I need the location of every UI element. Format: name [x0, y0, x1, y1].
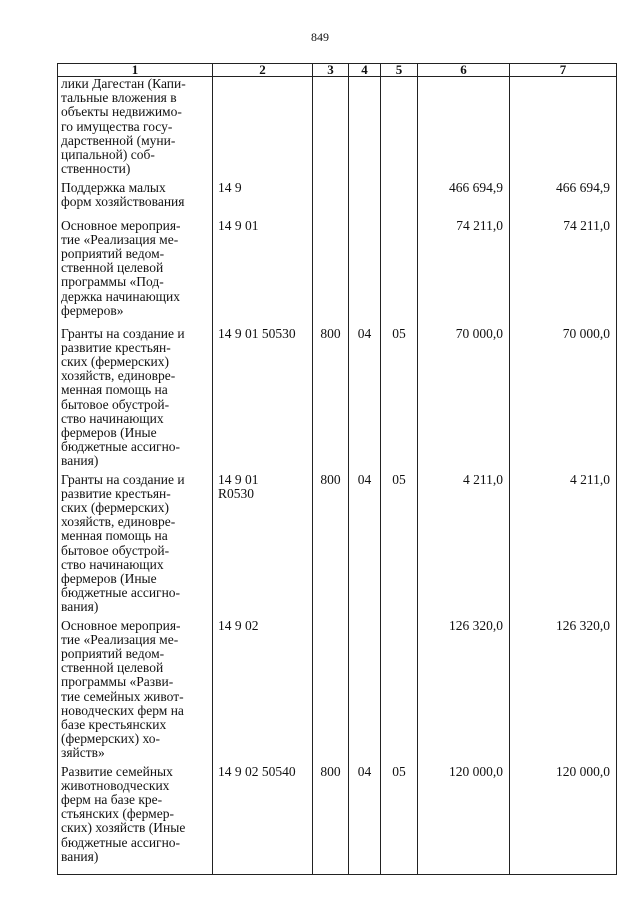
subsection: 05 [392, 763, 406, 779]
expense-type-cell [313, 77, 349, 181]
item-name: Поддержка малых форм хозяйствования [61, 179, 185, 209]
subsection-cell [381, 619, 418, 765]
target-code-cell [213, 77, 313, 181]
expense-type-cell [313, 181, 349, 219]
amount-col-6: 120 000,0 [449, 763, 503, 779]
amount-col-6-cell [418, 619, 510, 765]
target-code: 14 9 01 50530 [218, 325, 296, 341]
target-code-cell [213, 219, 313, 327]
subsection-cell [381, 219, 418, 327]
section-cell [349, 181, 381, 219]
table-row [58, 765, 617, 875]
amount-col-7-cell [510, 181, 617, 219]
target-code: 14 9 [218, 179, 242, 195]
target-code-cell [213, 327, 313, 473]
target-code-cell [213, 473, 313, 619]
expense-type-cell [313, 765, 349, 875]
table-row [58, 219, 617, 327]
section-cell [349, 327, 381, 473]
column-header-6: 6 [418, 64, 510, 77]
amount-col-7-cell [510, 327, 617, 473]
item-name: Основное мероприя- тие «Реализация ме- роприятий ведом- ственной целевой программы «Разви- тие семейных живот- новодческих ферм на базе крестьянских (фермерских) хо- зяйств» [61, 617, 184, 761]
item-name: Развитие семейных животноводческих ферм на базе кре- стьянских (фермер- ских) хозяйств (Иные бюджетные ассигно- вания) [61, 763, 186, 864]
subsection-cell [381, 181, 418, 219]
amount-col-7: 120 000,0 [556, 763, 610, 779]
table-row [58, 619, 617, 765]
amount-col-6-cell [418, 77, 510, 181]
item-name-cell [58, 473, 213, 619]
amount-col-7: 74 211,0 [563, 217, 610, 233]
amount-col-6-cell [418, 765, 510, 875]
target-code-cell [213, 181, 313, 219]
amount-col-6: 4 211,0 [463, 471, 503, 487]
budget-table [57, 63, 617, 875]
section-cell [349, 765, 381, 875]
expense-type-cell [313, 327, 349, 473]
column-header-1: 1 [58, 64, 213, 77]
column-header-4: 4 [349, 64, 381, 77]
target-code: 14 9 01 [218, 217, 259, 233]
subsection-cell [381, 77, 418, 181]
column-header-3: 3 [313, 64, 349, 77]
item-name: Гранты на создание и развитие крестьян- ских (фермерских) хозяйств, единовре- менная помощь на бытовое обустрой- ство начинающих фермеров (Иные бюджетные ассигно- вания) [61, 471, 185, 615]
subsection: 05 [392, 325, 406, 341]
amount-col-7: 70 000,0 [562, 325, 610, 341]
expense-type: 800 [320, 763, 341, 779]
item-name-cell [58, 181, 213, 219]
amount-col-7-cell [510, 219, 617, 327]
amount-col-6-cell [418, 181, 510, 219]
section-cell [349, 77, 381, 181]
table-body [58, 77, 617, 875]
amount-col-6-cell [418, 327, 510, 473]
amount-col-7-cell [510, 77, 617, 181]
amount-col-6-cell [418, 219, 510, 327]
page-number: 849 [311, 30, 329, 44]
amount-col-7: 126 320,0 [556, 617, 610, 633]
target-code: 14 9 01 R0530 [218, 471, 259, 501]
amount-col-6: 70 000,0 [455, 325, 503, 341]
target-code: 14 9 02 [218, 617, 259, 633]
amount-col-7-cell [510, 473, 617, 619]
column-header-2: 2 [213, 64, 313, 77]
section-cell [349, 219, 381, 327]
item-name: Основное мероприя- тие «Реализация ме- роприятий ведом- ственной целевой программы «Под- держка начинающих фермеров» [61, 217, 181, 318]
section-cell [349, 473, 381, 619]
target-code: 14 9 02 50540 [218, 763, 296, 779]
expense-type-cell [313, 473, 349, 619]
item-name: Гранты на создание и развитие крестьян- ских (фермерских) хозяйств, единовре- менная помощь на бытовое обустрой- ство начинающих фермеров (Иные бюджетные ассигно- вания) [61, 325, 185, 469]
item-name-cell [58, 327, 213, 473]
amount-col-7-cell [510, 765, 617, 875]
subsection: 05 [392, 471, 406, 487]
item-name-cell [58, 77, 213, 181]
expense-type-cell [313, 619, 349, 765]
target-code-cell [213, 765, 313, 875]
table-row [58, 327, 617, 473]
table-header-row [58, 64, 617, 77]
section: 04 [357, 471, 372, 487]
amount-col-6: 126 320,0 [449, 617, 503, 633]
section: 04 [357, 763, 372, 779]
amount-col-7-cell [510, 619, 617, 765]
column-header-5: 5 [381, 64, 418, 77]
table-row [58, 181, 617, 219]
subsection-cell [381, 327, 418, 473]
column-header-7: 7 [510, 64, 617, 77]
expense-type: 800 [320, 471, 341, 487]
subsection-cell [381, 473, 418, 619]
target-code-cell [213, 619, 313, 765]
table-row [58, 473, 617, 619]
item-name-cell [58, 619, 213, 765]
amount-col-6-cell [418, 473, 510, 619]
item-name-cell [58, 219, 213, 327]
section: 04 [357, 325, 372, 341]
table-row [58, 77, 617, 181]
amount-col-6: 74 211,0 [456, 217, 503, 233]
amount-col-6: 466 694,9 [449, 179, 503, 195]
item-name: лики Дагестан (Капи- тальные вложения в объекты недвижимо- го имущества госу- дарственной (муни- ципальной) соб- ственности) [61, 76, 186, 177]
amount-col-7: 466 694,9 [556, 179, 610, 195]
item-name-cell [58, 765, 213, 875]
expense-type: 800 [320, 325, 341, 341]
section-cell [349, 619, 381, 765]
subsection-cell [381, 765, 418, 875]
amount-col-7: 4 211,0 [570, 471, 610, 487]
expense-type-cell [313, 219, 349, 327]
